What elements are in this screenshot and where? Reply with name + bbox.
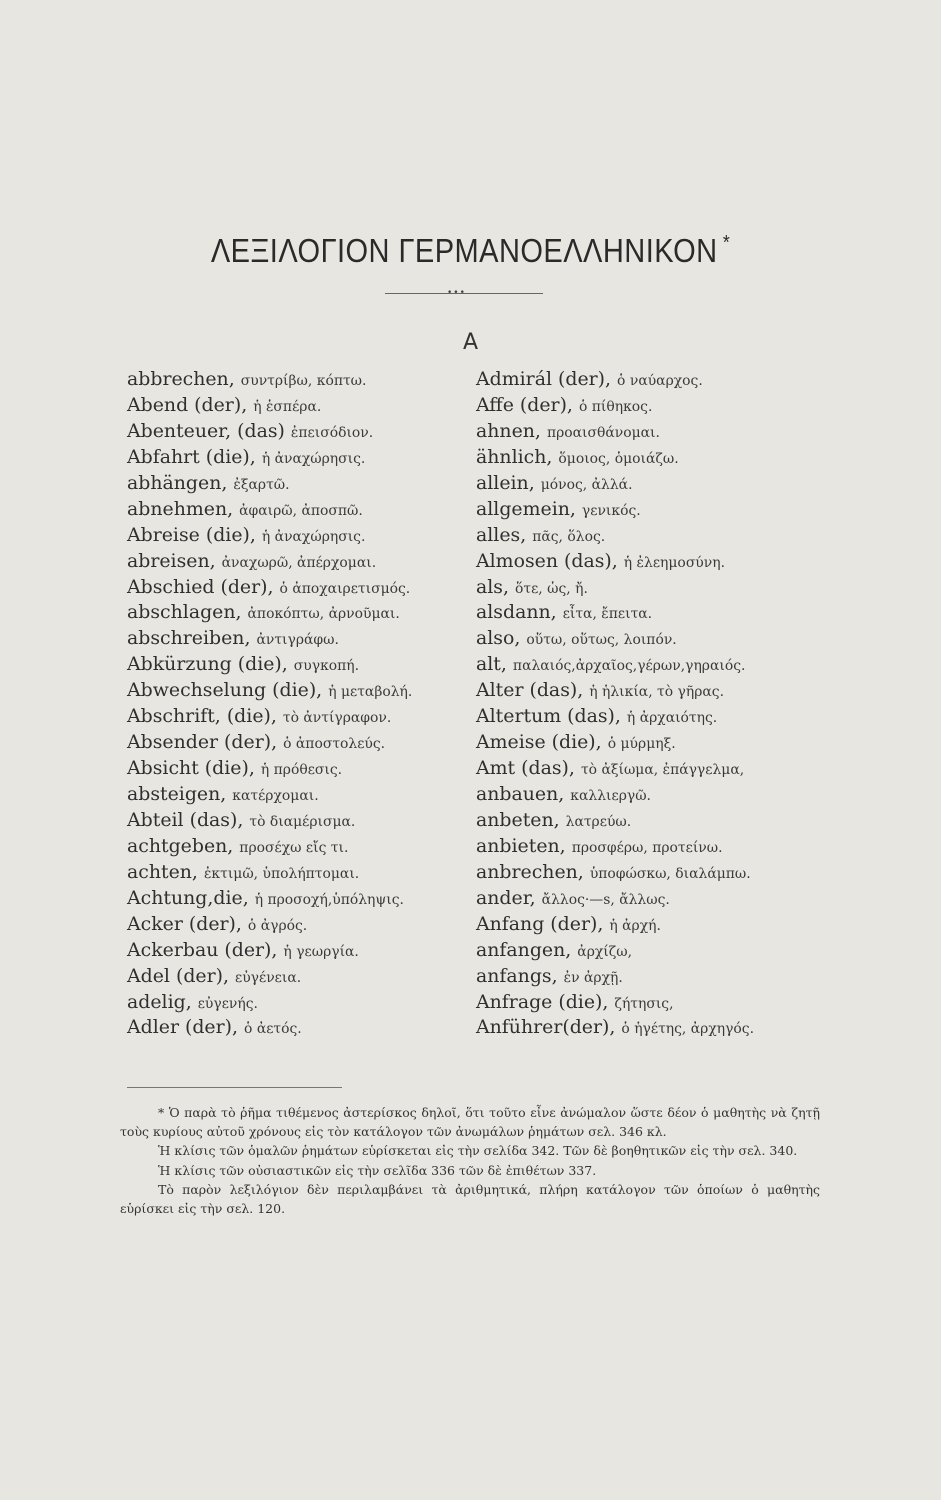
entry-headword: abhängen, [127,471,228,494]
footnotes [120,1103,820,1218]
entry-gloss: ὁ ναύαρχος. [617,373,703,389]
entry-headword: Alter (das), [476,679,584,702]
entry-gloss: ἡ ἀρχαιότης. [626,710,718,727]
entry-headword: ander, [476,886,536,909]
entry-gloss: ἡ προσοχή,ὑπόληψις. [254,891,404,908]
dictionary-entry [476,782,814,808]
entry-gloss: ἡ γεωργία. [283,943,359,960]
dictionary-entry [476,367,814,393]
dictionary-entry [476,575,814,601]
entry-headword: Abkürzung (die), [127,653,288,676]
entry-headword: Anfang (der), [476,912,604,935]
entry-headword: abschreiben, [127,627,251,650]
entry-gloss: προαισθάνομαι. [546,424,660,441]
entry-gloss: συντρίβω, κόπτω. [240,373,367,389]
dictionary-entry [476,756,814,782]
dictionary-entry [476,990,814,1016]
entry-gloss: λατρεύω. [565,813,632,830]
dictionary-entry [127,445,465,471]
dictionary-entry [127,497,465,523]
entry-headword: Abwechselung (die), [127,679,323,702]
dictionary-entry [127,523,465,549]
entry-gloss: γενικός. [581,502,641,519]
entry-gloss: ὑποφώσκω, διαλάμπω. [589,865,751,882]
entry-gloss: ἡ ἑσπέρα. [253,398,322,415]
entry-headword: ahnen, [476,419,541,442]
entry-headword: anfangen, [476,938,572,961]
dictionary-entry [476,886,814,912]
entry-headword: absteigen, [127,783,227,805]
left-column [127,367,467,1041]
dictionary-entry [476,445,814,471]
dictionary-entry [127,912,465,938]
title-divider-ornament: ••• [447,288,466,298]
entry-gloss: ἐξαρτῶ. [233,476,290,493]
entry-headword: abreisen, [127,549,216,572]
entry-gloss: ἡ ἐλεημοσύνη. [623,554,725,571]
entry-gloss: ζήτησις, [614,995,674,1012]
section-letter: A [462,330,479,355]
dictionary-entry [127,549,465,575]
entry-headword: Absender (der), [127,731,278,754]
title-text: ΛΕΞΙΛΟΓΙΟΝ ΓΕΡΜΑΝΟΕΛΛΗΝΙΚΟΝ [210,232,718,269]
entry-headword: Anführer(der), [476,1016,616,1039]
entry-headword: Abenteuer, (das) [127,419,285,442]
dictionary-entry [127,626,465,652]
entry-headword: anbauen, [476,783,565,805]
dictionary-entry [476,964,814,990]
right-column [476,367,816,1041]
entry-headword: Adler (der), [127,1016,239,1039]
entry-gloss: ἄλλος·—s, ἄλλως. [541,891,670,908]
dictionary-entry [476,1015,814,1041]
dictionary-entry [476,497,814,523]
entry-headword: alt, [476,653,507,676]
entry-gloss: ἀντιγράφω. [256,632,339,649]
entry-headword: abnehmen, [127,497,234,520]
dictionary-entry [476,419,814,445]
entry-gloss: ἀναχωρῶ, ἀπέρχομαι. [221,554,377,571]
dictionary-entry [127,419,465,445]
entry-gloss: εὐγένεια. [235,969,302,986]
entry-gloss: ἐκτιμῶ, ὑπολήπτομαι. [203,865,360,882]
dictionary-entry [476,808,814,834]
footnote: Ἡ κλίσις τῶν οὐσιαστικῶν εἰς τὴν σελῖδα 336 τῶν δὲ ἐπιθέτων 337. [158,1162,597,1178]
entry-headword: Abschrift, (die), [127,705,277,728]
dictionary-entry [127,730,465,756]
entry-headword: Abreise (die), [127,523,256,546]
entry-headword: alsdann, [476,601,557,624]
dictionary-entry [476,678,814,704]
entry-gloss: ὁ πίθηκος. [578,398,653,415]
entry-gloss: ὁ ἀγρός. [247,917,308,934]
dictionary-entry [476,860,814,886]
entry-gloss: προσφέρω, προτείνω. [571,839,723,856]
entry-headword: Affe (der), [476,393,573,416]
dictionary-entry [476,626,814,652]
entry-headword: adelig, [127,990,192,1013]
entry-gloss: ἀποκόπτω, ἀρνοῦμαι. [247,606,400,623]
dictionary-entry [476,938,814,964]
dictionary-entry [127,393,465,419]
dictionary-entry [476,600,814,626]
entry-gloss: τὸ διαμέρισμα. [249,813,356,830]
entry-gloss: συγκοπή. [293,658,360,675]
entry-gloss: ἀφαιρῶ, ἀποσπῶ. [239,502,363,519]
dictionary-entry [476,471,814,497]
dictionary-entry [127,471,465,497]
dictionary-entry [127,678,465,704]
dictionary-entry [476,834,814,860]
entry-headword: Abend (der), [127,393,248,416]
entry-headword: achten, [127,860,198,883]
title-footnote-marker: * [722,232,731,254]
dictionary-entry [127,886,465,912]
entry-headword: Admirál (der), [476,368,612,390]
entry-gloss: ἡ πρόθεσις. [260,762,343,779]
dictionary-entry [127,990,465,1016]
dictionary-entry [476,730,814,756]
entry-gloss: κατέρχομαι. [232,788,319,804]
dictionary-entry [127,1015,465,1041]
entry-gloss: ὁ ἀποστολεύς. [283,736,386,753]
entry-headword: Anfrage (die), [476,990,609,1013]
entry-headword: ähnlich, [476,445,553,468]
entry-gloss: ἐπεισόδιον. [290,424,374,441]
entry-headword: Abteil (das), [127,808,244,831]
footnote: Ἡ κλίσις τῶν ὁμαλῶν ῥημάτων εὑρίσκεται εἰς τὴν σελίδα 342. Τῶν δὲ βοηθητικῶν εἰς τὴν σελ. 340. [158,1143,798,1159]
entry-gloss: παλαιός,ἀρχαῖος,γέρων,γηραιός. [512,658,746,675]
entry-gloss: ὅμοιος, ὁμοιάζω. [558,450,679,467]
entry-gloss: εἶτα, ἔπειτα. [562,606,653,623]
entry-headword: Almosen (das), [476,549,618,572]
entry-headword: Altertum (das), [476,705,621,728]
dictionary-entry [476,523,814,549]
entry-gloss: πᾶς, ὅλος. [532,528,606,545]
entry-gloss: ὁ ἡγέτης, ἀρχηγός. [621,1021,755,1038]
entry-gloss: ἐν ἀρχῇ. [563,969,623,986]
entry-headword: Abschied (der), [127,575,274,598]
entry-gloss: ὅτε, ὡς, ἤ. [515,580,588,597]
entry-headword: Abfahrt (die), [127,445,256,468]
entry-headword: anbieten, [476,834,566,857]
entry-headword: allgemein, [476,497,576,520]
entry-gloss: ἡ μεταβολή. [328,684,413,701]
dictionary-entry [127,860,465,886]
dictionary-entry [127,575,465,601]
entry-headword: Acker (der), [127,912,242,935]
entry-gloss: τὸ ἀντίγραφον. [282,710,392,727]
dictionary-entry [127,652,465,678]
dictionary-entry [127,938,465,964]
entry-headword: Amt (das), [476,757,575,780]
entry-gloss: καλλιεργῶ. [570,788,651,804]
dictionary-entry [127,782,465,808]
footnote: Τὸ παρὸν λεξιλόγιον δὲν περιλαμβάνει τὰ ἀριθμητικά, πλήρη κατάλογον τῶν ὁποίων ὁ μαθητὴς εὑρίσκει εἰς τὴν σελ. 120. [120,1181,820,1217]
dictionary-entry [127,756,465,782]
footnote: * Ὁ παρὰ τὸ ῥῆμα τιθέμενος ἀστερίσκος δηλοῖ, ὅτι τοῦτο εἶνε ἀνώμαλον ὥστε δέον ὁ μαθητὴς νὰ ζητῇ τοὺς κυρίους αὐτοῦ χρόνους εἰς τὸν κατάλογον τῶν ἀνωμάλων ῥημάτων σελ. 346 κλ. [120,1105,820,1140]
entry-gloss: προσέχω εἴς τι. [239,839,349,856]
entry-headword: Absicht (die), [127,757,255,780]
entry-headword: Achtung,die, [127,886,249,909]
entry-headword: als, [476,575,510,598]
entry-gloss: ὁ μύρμηξ. [607,736,676,753]
entry-headword: anbeten, [476,808,560,831]
entry-headword: allein, [476,471,535,494]
entry-headword: achtgeben, [127,834,234,857]
entry-headword: Ameise (die), [476,731,602,754]
entry-headword: anbrechen, [476,860,584,883]
dictionary-entry [127,367,465,393]
entry-gloss: μόνος, ἀλλά. [540,476,633,493]
entry-gloss: ἡ ἡλικία, τὸ γῆρας. [589,684,725,701]
dictionary-entry [476,912,814,938]
dictionary-entry [476,549,814,575]
dictionary-entry [476,704,814,730]
entry-gloss: ὁ ἀετός. [244,1021,302,1038]
entry-gloss: ὁ ἀποχαιρετισμός. [279,580,411,597]
entry-gloss: εὐγενής. [197,995,258,1012]
entry-headword: Adel (der), [127,964,229,987]
dictionary-entry [476,652,814,678]
entry-headword: abbrechen, [127,368,235,390]
dictionary-entry [127,834,465,860]
dictionary-entry [127,704,465,730]
entry-gloss: τὸ ἀξίωμα, ἐπάγγελμα, [580,762,745,779]
entry-headword: alles, [476,523,527,546]
entry-gloss: ἀρχίζω, [577,943,633,960]
dictionary-entry [127,600,465,626]
entry-gloss: ἡ ἀναχώρησις. [261,528,366,545]
dictionary-entry [127,808,465,834]
entry-gloss: ἡ ἀναχώρησις. [261,450,366,467]
entry-headword: also, [476,627,521,650]
entry-headword: anfangs, [476,964,558,987]
entry-gloss: οὕτω, οὕτως, λοιπόν. [526,632,677,649]
dictionary-entry [127,964,465,990]
entry-gloss: ἡ ἀρχή. [609,917,661,934]
entry-headword: Ackerbau (der), [127,938,278,961]
footnote-divider [127,1087,342,1088]
page-title [56,232,884,270]
dictionary-entry [476,393,814,419]
entry-headword: abschlagen, [127,601,242,624]
